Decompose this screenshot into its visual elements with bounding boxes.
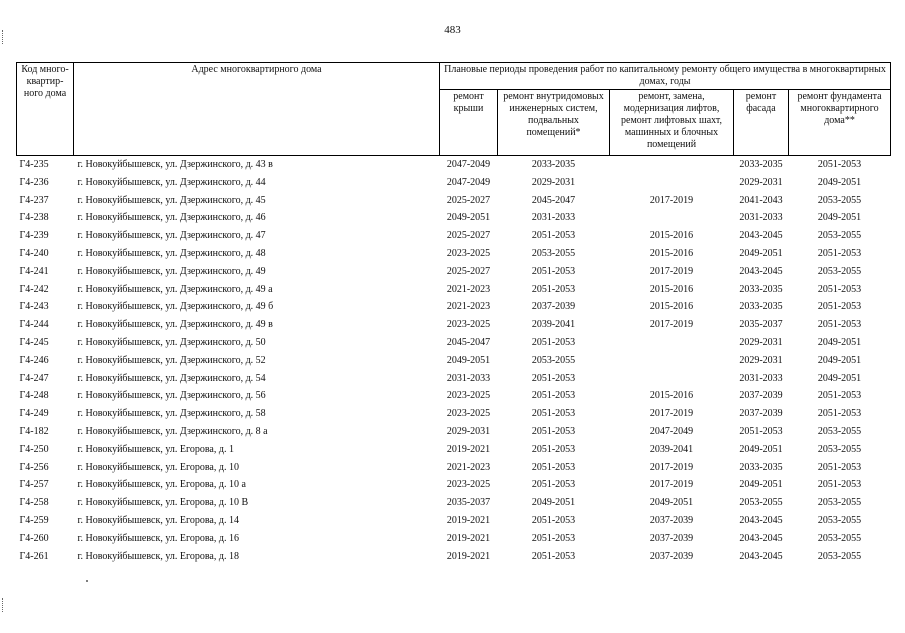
cell-elevators <box>610 209 734 227</box>
cell-roof: 2021-2023 <box>446 301 491 313</box>
cell-engineering: 2051-2053 <box>531 479 576 491</box>
cell-foundation: 2051-2053 <box>817 390 862 402</box>
scan-edge-mark <box>2 30 6 44</box>
cell-engineering: 2051-2053 <box>531 408 576 420</box>
cell-code: Г4-243 <box>19 301 49 313</box>
cell-facade: 2033-2035 <box>739 283 783 295</box>
cell-code: Г4-246 <box>19 354 49 366</box>
cell-elevators: 2017-2019 <box>649 479 694 491</box>
cell-code: Г4-235 <box>19 159 49 170</box>
table-row <box>17 530 891 548</box>
cell-address: г. Новокуйбышевск, ул. Дзержинского, д. 49 в <box>77 319 273 331</box>
cell-roof: 2023-2025 <box>446 390 491 402</box>
cell-engineering: 2051-2053 <box>531 550 576 562</box>
cell-address: г. Новокуйбышевск, ул. Дзержинского, д. 52 <box>77 354 266 366</box>
cell-elevators: 2015-2016 <box>649 283 694 295</box>
cell-roof: 2025-2027 <box>446 230 491 242</box>
cell-engineering: 2051-2053 <box>531 336 576 348</box>
cell-facade: 2043-2045 <box>739 532 783 544</box>
cell-engineering: 2053-2055 <box>531 354 576 366</box>
table-row <box>17 263 891 281</box>
cell-code: Г4-260 <box>19 532 49 544</box>
cell-foundation: 2051-2053 <box>817 479 862 491</box>
table-row <box>17 227 891 245</box>
cell-roof: 2023-2025 <box>446 408 491 420</box>
cell-address: г. Новокуйбышевск, ул. Дзержинского, д. 8 а <box>77 425 268 437</box>
table-row <box>17 512 891 530</box>
table-row <box>17 494 891 512</box>
cell-engineering: 2045-2047 <box>531 194 576 206</box>
cell-elevators <box>610 334 734 352</box>
table-row <box>17 423 891 441</box>
header-engineering: ремонт внутридомовых инженерных систем, подвальных помещений* <box>498 90 610 156</box>
cell-code: Г4-242 <box>19 283 49 295</box>
cell-address: г. Новокуйбышевск, ул. Дзержинского, д. 54 <box>77 372 266 384</box>
table-row <box>17 548 891 566</box>
table-row <box>17 441 891 459</box>
cell-address: г. Новокуйбышевск, ул. Дзержинского, д. 47 <box>77 230 266 242</box>
page-number: 483 <box>444 24 461 36</box>
cell-facade: 2049-2051 <box>739 443 783 455</box>
header-elevators: ремонт, замена, модернизация лифтов, ремонт лифтовых шахт, машинных и блочных помещений <box>610 90 734 156</box>
cell-foundation: 2051-2053 <box>817 283 862 295</box>
cell-facade: 2029-2031 <box>739 176 783 188</box>
cell-foundation: 2051-2053 <box>817 408 862 420</box>
cell-address: г. Новокуйбышевск, ул. Дзержинского, д. 49 б <box>77 301 274 313</box>
table-row <box>17 245 891 263</box>
header-foundation: ремонт фундамента многоквартирного дома** <box>789 90 891 156</box>
header-address: Адрес многоквартирного дома <box>74 63 440 156</box>
cell-address: г. Новокуйбышевск, ул. Егорова, д. 1 <box>77 443 234 455</box>
cell-elevators: 2015-2016 <box>649 230 694 242</box>
cell-code: Г4-241 <box>19 265 49 277</box>
cell-roof: 2035-2037 <box>446 497 491 509</box>
header-roof: ремонт крыши <box>440 90 498 156</box>
cell-facade: 2031-2033 <box>739 372 783 384</box>
cell-elevators: 2047-2049 <box>649 425 694 437</box>
cell-roof: 2019-2021 <box>446 550 491 562</box>
table-row <box>17 174 891 192</box>
cell-foundation: 2053-2055 <box>817 194 862 206</box>
cell-engineering: 2037-2039 <box>531 301 576 313</box>
cell-roof: 2025-2027 <box>446 194 491 206</box>
cell-roof: 2031-2033 <box>446 372 491 384</box>
cell-facade: 2037-2039 <box>739 390 783 402</box>
cell-facade: 2049-2051 <box>739 247 783 259</box>
cell-facade: 2049-2051 <box>739 479 783 491</box>
cell-foundation: 2049-2051 <box>817 372 862 384</box>
cell-facade: 2029-2031 <box>739 354 783 366</box>
cell-address: г. Новокуйбышевск, ул. Дзержинского, д. 43 в <box>77 159 273 170</box>
cell-address: г. Новокуйбышевск, ул. Дзержинского, д. 49 а <box>77 283 273 295</box>
cell-facade: 2043-2045 <box>739 230 783 242</box>
table-row <box>17 209 891 227</box>
cell-engineering: 2051-2053 <box>531 425 576 437</box>
table-row <box>17 316 891 334</box>
cell-facade: 2031-2033 <box>739 212 783 224</box>
header-code: Код много-квартир-ного дома <box>17 63 74 156</box>
cell-facade: 2043-2045 <box>739 550 783 562</box>
cell-code: Г4-236 <box>19 176 49 188</box>
cell-roof: 2049-2051 <box>446 212 491 224</box>
cell-foundation: 2051-2053 <box>817 247 862 259</box>
cell-address: г. Новокуйбышевск, ул. Дзержинского, д. 49 <box>77 265 266 277</box>
cell-roof: 2023-2025 <box>446 319 491 331</box>
table-header <box>17 63 891 156</box>
cell-address: г. Новокуйбышевск, ул. Дзержинского, д. 58 <box>77 408 266 420</box>
cell-engineering: 2033-2035 <box>531 159 576 170</box>
cell-foundation: 2049-2051 <box>817 354 862 366</box>
cell-elevators: 2017-2019 <box>649 194 694 206</box>
cell-roof: 2047-2049 <box>446 159 491 170</box>
repair-schedule-table-container <box>16 62 890 565</box>
table-row <box>17 459 891 477</box>
cell-engineering: 2049-2051 <box>531 497 576 509</box>
cell-code: Г4-245 <box>19 336 49 348</box>
cell-code: Г4-256 <box>19 461 49 473</box>
cell-code: Г4-257 <box>19 479 49 491</box>
cell-roof: 2023-2025 <box>446 479 491 491</box>
cell-facade: 2033-2035 <box>739 159 783 170</box>
cell-elevators <box>610 352 734 370</box>
cell-code: Г4-247 <box>19 372 49 384</box>
cell-engineering: 2051-2053 <box>531 390 576 402</box>
cell-address: г. Новокуйбышевск, ул. Дзержинского, д. 48 <box>77 247 266 259</box>
cell-code: Г4-238 <box>19 212 49 224</box>
table-row <box>17 352 891 370</box>
cell-engineering: 2051-2053 <box>531 372 576 384</box>
cell-elevators: 2037-2039 <box>649 550 694 562</box>
cell-facade: 2043-2045 <box>739 514 783 526</box>
cell-engineering: 2039-2041 <box>531 319 576 331</box>
cell-foundation: 2053-2055 <box>817 514 862 526</box>
cell-address: г. Новокуйбышевск, ул. Егорова, д. 16 <box>77 532 239 544</box>
cell-address: г. Новокуйбышевск, ул. Егорова, д. 10 <box>77 461 239 473</box>
cell-engineering: 2051-2053 <box>531 443 576 455</box>
cell-elevators: 2017-2019 <box>649 265 694 277</box>
cell-elevators: 2015-2016 <box>649 390 694 402</box>
cell-engineering: 2051-2053 <box>531 532 576 544</box>
cell-foundation: 2049-2051 <box>817 176 862 188</box>
cell-foundation: 2051-2053 <box>817 301 862 313</box>
cell-foundation: 2053-2055 <box>817 425 862 437</box>
cell-facade: 2041-2043 <box>739 194 783 206</box>
cell-roof: 2021-2023 <box>446 283 491 295</box>
cell-elevators <box>610 174 734 192</box>
cell-facade: 2033-2035 <box>739 301 783 313</box>
table-row <box>17 281 891 299</box>
cell-address: г. Новокуйбышевск, ул. Дзержинского, д. 50 <box>77 336 266 348</box>
cell-code: Г4-249 <box>19 408 49 420</box>
table-row <box>17 298 891 316</box>
table-row <box>17 476 891 494</box>
cell-address: г. Новокуйбышевск, ул. Дзержинского, д. 46 <box>77 212 266 224</box>
cell-code: Г4-237 <box>19 194 49 206</box>
cell-address: г. Новокуйбышевск, ул. Егорова, д. 10 а <box>77 479 246 491</box>
cell-elevators: 2017-2019 <box>649 319 694 331</box>
cell-elevators: 2037-2039 <box>649 514 694 526</box>
cell-address: г. Новокуйбышевск, ул. Дзержинского, д. 45 <box>77 194 266 206</box>
repair-schedule-table <box>16 62 891 565</box>
cell-elevators: 2039-2041 <box>649 443 694 455</box>
header-periods-group: Плановые периоды проведения работ по капитальному ремонту общего имущества в многоквартирных домах, годы <box>440 63 891 90</box>
cell-roof: 2025-2027 <box>446 265 491 277</box>
cell-code: Г4-240 <box>19 247 49 259</box>
table-row <box>17 334 891 352</box>
cell-address: г. Новокуйбышевск, ул. Дзержинского, д. 56 <box>77 390 266 402</box>
cell-elevators <box>610 370 734 388</box>
cell-facade: 2053-2055 <box>739 497 783 509</box>
cell-foundation: 2049-2051 <box>817 212 862 224</box>
cell-foundation: 2051-2053 <box>817 461 862 473</box>
cell-address: г. Новокуйбышевск, ул. Дзержинского, д. 44 <box>77 176 266 188</box>
cell-code: Г4-239 <box>19 230 49 242</box>
cell-facade: 2051-2053 <box>739 425 783 437</box>
cell-address: г. Новокуйбышевск, ул. Егорова, д. 10 В <box>77 497 249 509</box>
cell-roof: 2019-2021 <box>446 443 491 455</box>
cell-address: г. Новокуйбышевск, ул. Егорова, д. 18 <box>77 550 239 562</box>
cell-engineering: 2031-2033 <box>531 212 576 224</box>
cell-code: Г4-250 <box>19 443 49 455</box>
cell-engineering: 2051-2053 <box>531 283 576 295</box>
cell-code: Г4-258 <box>19 497 49 509</box>
cell-facade: 2037-2039 <box>739 408 783 420</box>
cell-elevators: 2015-2016 <box>649 301 694 313</box>
cell-address: г. Новокуйбышевск, ул. Егорова, д. 14 <box>77 514 239 526</box>
cell-code: Г4-244 <box>19 319 49 331</box>
cell-code: Г4-248 <box>19 390 49 402</box>
cell-foundation: 2053-2055 <box>817 265 862 277</box>
cell-foundation: 2053-2055 <box>817 550 862 562</box>
scan-edge-mark <box>2 598 6 612</box>
cell-elevators: 2037-2039 <box>649 532 694 544</box>
table-row <box>17 387 891 405</box>
cell-facade: 2029-2031 <box>739 336 783 348</box>
cell-engineering: 2029-2031 <box>531 176 576 188</box>
header-facade: ремонт фасада <box>734 90 789 156</box>
cell-foundation: 2049-2051 <box>817 336 862 348</box>
cell-engineering: 2051-2053 <box>531 461 576 473</box>
table-row <box>17 192 891 210</box>
cell-roof: 2023-2025 <box>446 247 491 259</box>
cell-engineering: 2051-2053 <box>531 514 576 526</box>
cell-code: Г4-259 <box>19 514 49 526</box>
cell-roof: 2021-2023 <box>446 461 491 473</box>
cell-foundation: 2053-2055 <box>817 532 862 544</box>
table-row <box>17 370 891 388</box>
scan-speck <box>86 580 88 582</box>
table-row <box>17 156 891 174</box>
cell-foundation: 2051-2053 <box>817 319 862 331</box>
cell-roof: 2019-2021 <box>446 514 491 526</box>
cell-facade: 2035-2037 <box>739 319 783 331</box>
table-row <box>17 405 891 423</box>
cell-code: Г4-261 <box>19 550 49 562</box>
cell-foundation: 2051-2053 <box>817 159 862 170</box>
cell-facade: 2033-2035 <box>739 461 783 473</box>
cell-elevators: 2015-2016 <box>649 247 694 259</box>
cell-roof: 2047-2049 <box>446 176 491 188</box>
cell-code: Г4-182 <box>19 425 49 437</box>
cell-foundation: 2053-2055 <box>817 230 862 242</box>
cell-roof: 2045-2047 <box>446 336 491 348</box>
cell-foundation: 2053-2055 <box>817 497 862 509</box>
table-body <box>17 156 891 566</box>
cell-elevators: 2017-2019 <box>649 408 694 420</box>
cell-engineering: 2051-2053 <box>531 230 576 242</box>
cell-elevators: 2049-2051 <box>649 497 694 509</box>
cell-roof: 2029-2031 <box>446 425 491 437</box>
cell-elevators <box>610 156 734 174</box>
cell-roof: 2019-2021 <box>446 532 491 544</box>
cell-roof: 2049-2051 <box>446 354 491 366</box>
cell-engineering: 2053-2055 <box>531 247 576 259</box>
cell-elevators: 2017-2019 <box>649 461 694 473</box>
cell-facade: 2043-2045 <box>739 265 783 277</box>
cell-engineering: 2051-2053 <box>531 265 576 277</box>
cell-foundation: 2053-2055 <box>817 443 862 455</box>
